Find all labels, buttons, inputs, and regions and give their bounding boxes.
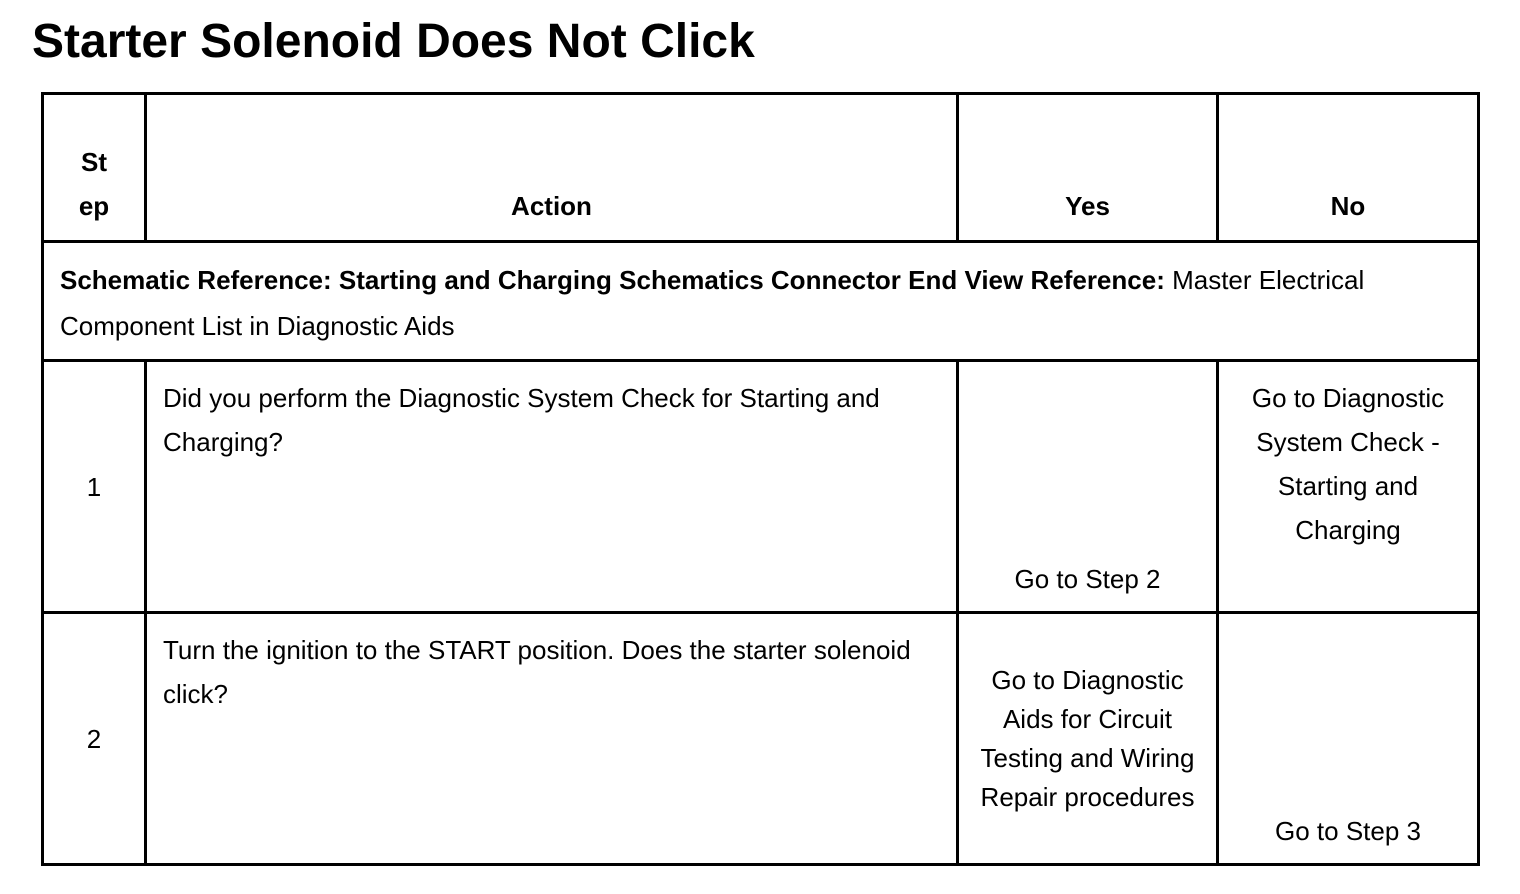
header-yes: Yes (958, 94, 1218, 242)
reference-cell (43, 242, 1479, 361)
page-title: Starter Solenoid Does Not Click (32, 15, 755, 68)
table-row (43, 613, 1479, 865)
header-action: Action (146, 94, 958, 242)
header-step-line2: ep (78, 191, 110, 221)
schematic-reference-value: Starting and Charging Schematics (338, 265, 764, 295)
step-yes: Go to Step 2 (958, 361, 1218, 613)
connector-reference-value: Master Electrical Component List in Diagnostic Aids (60, 265, 1365, 341)
step-number: 2 (43, 613, 146, 865)
diagnostic-table (41, 92, 1480, 866)
step-yes: Go to Diagnostic Aids for Circuit Testing and Wiring Repair procedures (958, 613, 1218, 865)
schematic-reference-label: Schematic Reference: (60, 265, 332, 295)
step-action: Turn the ignition to the START position. Does the starter solenoid click? (146, 613, 958, 865)
connector-reference-label: Connector End View Reference: (770, 265, 1165, 295)
reference-row (43, 242, 1479, 361)
header-step (43, 94, 146, 242)
header-no: No (1218, 94, 1479, 242)
step-no: Go to Step 3 (1218, 613, 1479, 865)
table-row (43, 361, 1479, 613)
step-number: 1 (43, 361, 146, 613)
step-action: Did you perform the Diagnostic System Check for Starting and Charging? (146, 361, 958, 613)
table-header-row (43, 94, 1479, 242)
step-no: Go to Diagnostic System Check - Starting and Charging (1218, 361, 1479, 613)
header-step-line1: St (81, 147, 107, 177)
